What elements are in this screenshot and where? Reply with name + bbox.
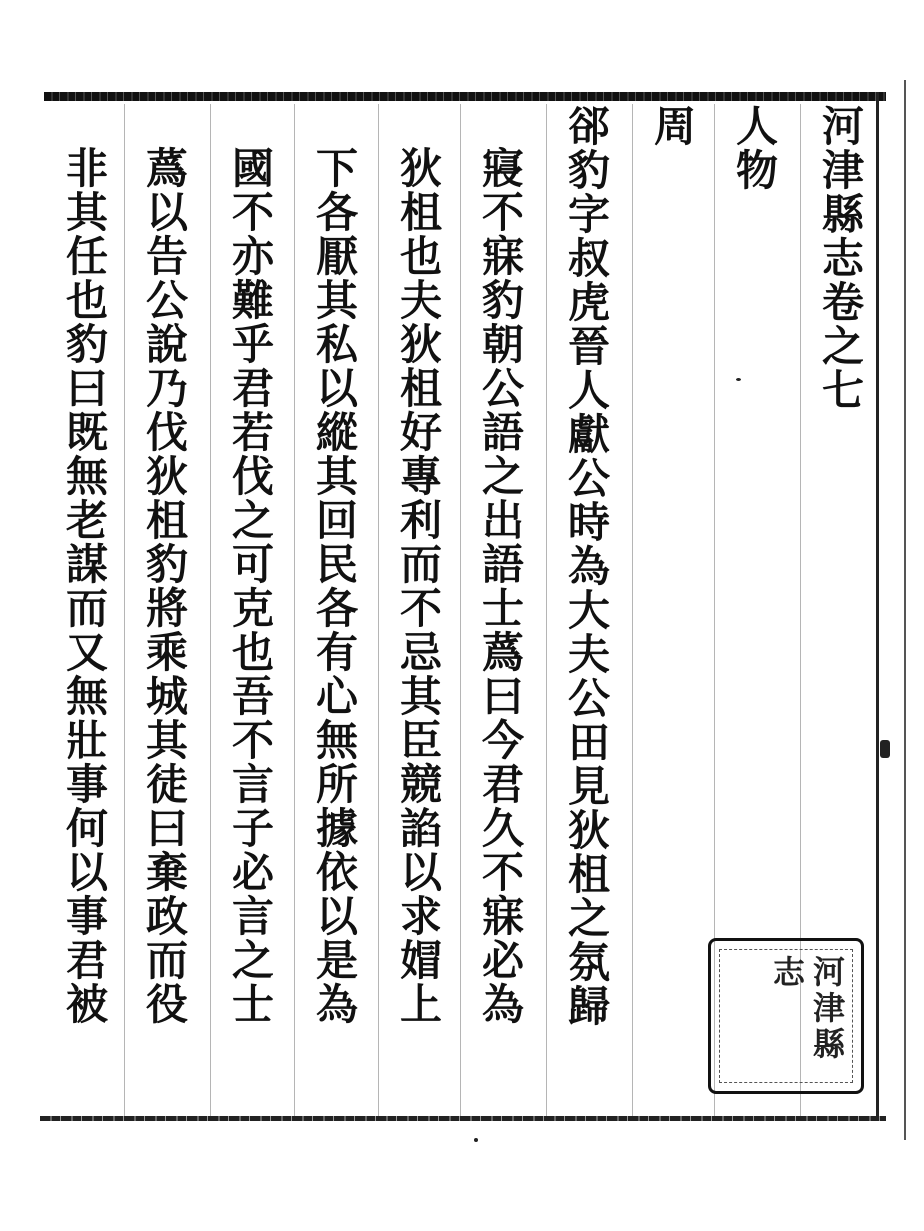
text-column-6: 蔿以告公說乃伐狄柤豹將乘城其徒曰棄政而役 xyxy=(140,146,189,1026)
text-column-2: 寢不寐豹朝公語之出語士蔿曰今君久不寐必為 xyxy=(476,146,525,1026)
column-divider xyxy=(546,104,547,1116)
ink-speck xyxy=(474,1138,478,1142)
text-column-7: 非其任也豹曰既無老謀而又無壯事何以事君被 xyxy=(60,146,109,1026)
seal-glyphs: 河津縣志 xyxy=(768,955,846,1063)
right-border-rule xyxy=(876,92,879,1120)
column-divider xyxy=(460,104,461,1116)
top-border-rule xyxy=(44,92,886,101)
column-divider xyxy=(294,104,295,1116)
text-column-5: 國不亦難乎君若伐之可克也吾不言子必言之士 xyxy=(226,146,275,1026)
bottom-border-rule xyxy=(40,1116,886,1121)
dynasty-label: 周 xyxy=(648,104,697,148)
column-divider xyxy=(378,104,379,1116)
page-edge xyxy=(904,80,906,1140)
text-column-4: 下各厭其私以縱其回民各有心無所據依以是為 xyxy=(310,146,359,1026)
ink-speck xyxy=(736,378,741,381)
ink-speck xyxy=(880,740,890,758)
column-divider xyxy=(632,104,633,1116)
column-divider xyxy=(210,104,211,1116)
column-divider xyxy=(124,104,125,1116)
book-title: 河津縣志卷之七 xyxy=(816,104,865,412)
section-heading: 人物 xyxy=(730,104,779,192)
collector-seal-icon xyxy=(708,938,864,1094)
text-column-3: 狄柤也夫狄柤好專利而不忌其臣競諂以求媢上 xyxy=(394,146,443,1026)
text-column-1: 郤豹字叔虎晉人獻公時為大夫公田見狄柤之氛歸 xyxy=(562,104,611,1028)
